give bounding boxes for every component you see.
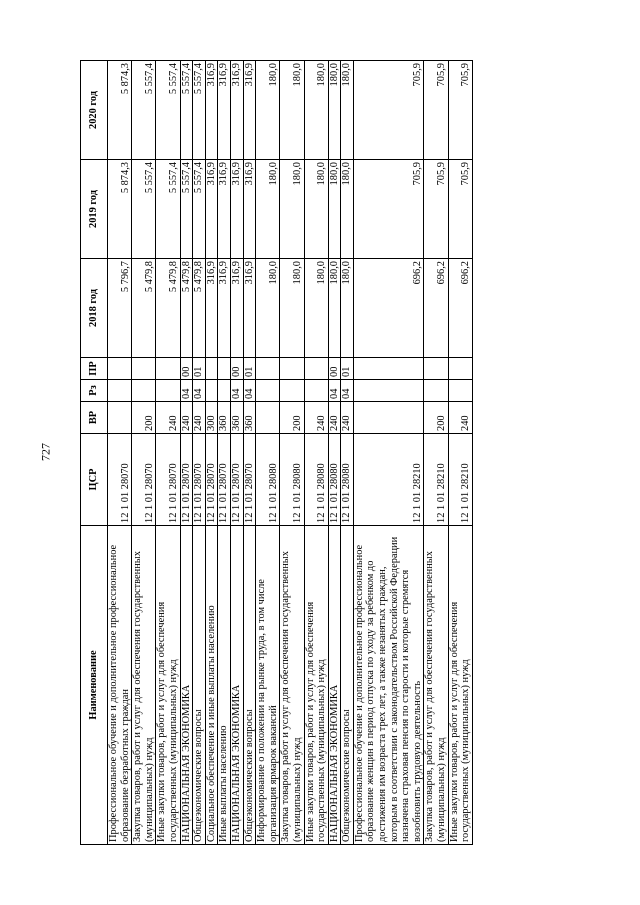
cell-rz: 04 xyxy=(341,380,354,402)
cell-2020: 316,9 xyxy=(205,61,218,160)
cell-2018: 696,2 xyxy=(424,259,448,358)
cell-pr: 01 xyxy=(243,358,256,380)
cell-csr: 12 1 01 28070 xyxy=(156,434,180,526)
cell-rz xyxy=(256,380,280,402)
cell-name: Иные выплаты населению xyxy=(218,526,231,845)
table-row xyxy=(328,61,341,845)
cell-rz xyxy=(353,380,424,402)
cell-csr: 12 1 01 28080 xyxy=(304,434,328,526)
cell-2020: 316,9 xyxy=(218,61,231,160)
cell-csr: 12 1 01 28070 xyxy=(205,434,218,526)
cell-2020: 316,9 xyxy=(230,61,243,160)
cell-2019: 5 874,3 xyxy=(108,160,132,259)
cell-2019: 316,9 xyxy=(205,160,218,259)
table-row xyxy=(218,61,231,845)
cell-2020: 5 557,4 xyxy=(132,61,156,160)
table-row xyxy=(280,61,304,845)
cell-2018: 5 479,8 xyxy=(193,259,206,358)
cell-name: Иные закупки товаров, работ и услуг для обеспечения государственных (муниципальных) нужд xyxy=(448,526,472,845)
cell-csr: 12 1 01 28070 xyxy=(108,434,132,526)
cell-2019: 180,0 xyxy=(304,160,328,259)
cell-rz xyxy=(205,380,218,402)
table-row xyxy=(193,61,206,845)
cell-csr: 12 1 01 28080 xyxy=(256,434,280,526)
cell-csr: 12 1 01 28080 xyxy=(328,434,341,526)
header-2019: 2019 год xyxy=(81,160,108,259)
cell-2020: 180,0 xyxy=(280,61,304,160)
cell-2019: 5 557,4 xyxy=(132,160,156,259)
cell-rz xyxy=(304,380,328,402)
header-rz: Рз xyxy=(81,380,108,402)
table-row xyxy=(180,61,193,845)
cell-pr xyxy=(132,358,156,380)
cell-vr: 240 xyxy=(180,402,193,434)
cell-name: Профессиональное обучение и дополнительное профессиональное образование женщин в период отпуска по уходу за ребенком до достижения им возраста трех лет, а также незанятых граждан, которым в соответствии с законодательством Российской Федерации назначена страховая пенсия по старости и которые стремятся возобновить трудовую деятельность xyxy=(353,526,424,845)
cell-pr: 01 xyxy=(193,358,206,380)
cell-2018: 5 479,8 xyxy=(156,259,180,358)
cell-vr: 360 xyxy=(243,402,256,434)
cell-name: Закупка товаров, работ и услуг для обеспечения государственных (муниципальных) нужд xyxy=(280,526,304,845)
cell-vr xyxy=(353,402,424,434)
cell-2020: 180,0 xyxy=(304,61,328,160)
cell-vr: 300 xyxy=(205,402,218,434)
table-row xyxy=(230,61,243,845)
cell-2020: 180,0 xyxy=(328,61,341,160)
cell-vr: 360 xyxy=(230,402,243,434)
table-row xyxy=(256,61,280,845)
cell-2018: 316,9 xyxy=(243,259,256,358)
cell-rz: 04 xyxy=(328,380,341,402)
cell-2019: 180,0 xyxy=(341,160,354,259)
cell-rz xyxy=(156,380,180,402)
cell-name: Общеэкономические вопросы xyxy=(193,526,206,845)
cell-2019: 316,9 xyxy=(243,160,256,259)
cell-2020: 705,9 xyxy=(353,61,424,160)
cell-2019: 5 557,4 xyxy=(156,160,180,259)
cell-2019: 316,9 xyxy=(230,160,243,259)
cell-2019: 180,0 xyxy=(280,160,304,259)
cell-csr: 12 1 01 28210 xyxy=(424,434,448,526)
cell-csr: 12 1 01 28080 xyxy=(280,434,304,526)
table-row xyxy=(353,61,424,845)
cell-rz: 04 xyxy=(193,380,206,402)
table-row xyxy=(424,61,448,845)
cell-rz xyxy=(218,380,231,402)
cell-rz xyxy=(424,380,448,402)
cell-csr: 12 1 01 28210 xyxy=(353,434,424,526)
cell-2018: 5 479,8 xyxy=(180,259,193,358)
cell-2020: 180,0 xyxy=(256,61,280,160)
cell-name: НАЦИОНАЛЬНАЯ ЭКОНОМИКА xyxy=(328,526,341,845)
cell-2018: 5 796,7 xyxy=(108,259,132,358)
cell-2018: 180,0 xyxy=(304,259,328,358)
cell-2019: 5 557,4 xyxy=(180,160,193,259)
cell-2018: 5 479,8 xyxy=(132,259,156,358)
cell-2018: 316,9 xyxy=(205,259,218,358)
cell-rz xyxy=(132,380,156,402)
cell-vr: 200 xyxy=(280,402,304,434)
cell-name: НАЦИОНАЛЬНАЯ ЭКОНОМИКА xyxy=(230,526,243,845)
cell-rz xyxy=(448,380,472,402)
cell-pr: 00 xyxy=(180,358,193,380)
cell-rz: 04 xyxy=(180,380,193,402)
cell-csr: 12 1 01 28070 xyxy=(180,434,193,526)
cell-csr: 12 1 01 28070 xyxy=(132,434,156,526)
cell-2018: 180,0 xyxy=(328,259,341,358)
header-pr: ПР xyxy=(81,358,108,380)
cell-2020: 5 557,4 xyxy=(156,61,180,160)
cell-vr: 240 xyxy=(193,402,206,434)
cell-2019: 705,9 xyxy=(353,160,424,259)
cell-pr: 01 xyxy=(341,358,354,380)
cell-vr: 360 xyxy=(218,402,231,434)
cell-2020: 5 557,4 xyxy=(193,61,206,160)
cell-vr xyxy=(108,402,132,434)
cell-2020: 180,0 xyxy=(341,61,354,160)
table-row xyxy=(108,61,132,845)
cell-name: Профессиональное обучение и дополнительное профессиональное образование безработных граждан xyxy=(108,526,132,845)
table-row xyxy=(341,61,354,845)
table-row xyxy=(243,61,256,845)
cell-csr: 12 1 01 28070 xyxy=(230,434,243,526)
cell-2019: 180,0 xyxy=(256,160,280,259)
table-row xyxy=(205,61,218,845)
cell-vr: 200 xyxy=(424,402,448,434)
rotated-budget-table-container xyxy=(80,61,564,845)
cell-name: Социальное обеспечение и иные выплаты населению xyxy=(205,526,218,845)
table-header-row xyxy=(81,61,108,845)
cell-vr: 240 xyxy=(156,402,180,434)
cell-pr xyxy=(205,358,218,380)
cell-vr: 200 xyxy=(132,402,156,434)
cell-2020: 316,9 xyxy=(243,61,256,160)
cell-pr xyxy=(304,358,328,380)
cell-2018: 696,2 xyxy=(448,259,472,358)
cell-2018: 180,0 xyxy=(280,259,304,358)
cell-pr xyxy=(424,358,448,380)
cell-name: НАЦИОНАЛЬНАЯ ЭКОНОМИКА xyxy=(180,526,193,845)
cell-vr: 240 xyxy=(328,402,341,434)
cell-pr xyxy=(353,358,424,380)
header-2020: 2020 год xyxy=(81,61,108,160)
cell-name: Закупка товаров, работ и услуг для обеспечения государственных (муниципальных) нужд xyxy=(424,526,448,845)
cell-vr: 240 xyxy=(341,402,354,434)
header-vr: ВР xyxy=(81,402,108,434)
cell-pr: 00 xyxy=(230,358,243,380)
cell-csr: 12 1 01 28070 xyxy=(243,434,256,526)
cell-vr: 240 xyxy=(304,402,328,434)
cell-pr xyxy=(280,358,304,380)
cell-pr xyxy=(218,358,231,380)
table-row xyxy=(304,61,328,845)
cell-rz: 04 xyxy=(243,380,256,402)
cell-2019: 180,0 xyxy=(328,160,341,259)
cell-2020: 5 557,4 xyxy=(180,61,193,160)
header-csr: ЦСР xyxy=(81,434,108,526)
cell-csr: 12 1 01 28070 xyxy=(193,434,206,526)
cell-csr: 12 1 01 28070 xyxy=(218,434,231,526)
page-number: 727 xyxy=(38,443,53,461)
cell-2019: 5 557,4 xyxy=(193,160,206,259)
table-body xyxy=(108,61,473,845)
cell-2019: 705,9 xyxy=(448,160,472,259)
table-row xyxy=(156,61,180,845)
cell-name: Общеэкономические вопросы xyxy=(341,526,354,845)
cell-csr: 12 1 01 28210 xyxy=(448,434,472,526)
cell-2019: 705,9 xyxy=(424,160,448,259)
cell-pr xyxy=(448,358,472,380)
table-row xyxy=(448,61,472,845)
table-row xyxy=(132,61,156,845)
cell-name: Общеэкономические вопросы xyxy=(243,526,256,845)
cell-2019: 316,9 xyxy=(218,160,231,259)
cell-name: Иные закупки товаров, работ и услуг для обеспечения государственных (муниципальных) нужд xyxy=(304,526,328,845)
cell-2020: 705,9 xyxy=(424,61,448,160)
cell-2018: 696,2 xyxy=(353,259,424,358)
cell-2018: 316,9 xyxy=(218,259,231,358)
cell-2018: 180,0 xyxy=(341,259,354,358)
cell-vr xyxy=(256,402,280,434)
cell-pr xyxy=(256,358,280,380)
cell-vr: 240 xyxy=(448,402,472,434)
cell-pr xyxy=(108,358,132,380)
cell-name: Закупка товаров, работ и услуг для обеспечения государственных (муниципальных) нужд xyxy=(132,526,156,845)
cell-rz xyxy=(108,380,132,402)
cell-rz xyxy=(280,380,304,402)
cell-name: Иные закупки товаров, работ и услуг для обеспечения государственных (муниципальных) нужд xyxy=(156,526,180,845)
budget-table xyxy=(80,60,473,845)
cell-rz: 04 xyxy=(230,380,243,402)
header-2018: 2018 год xyxy=(81,259,108,358)
cell-2018: 180,0 xyxy=(256,259,280,358)
cell-2020: 5 874,3 xyxy=(108,61,132,160)
cell-name: Информирование о положении на рынке труда, в том числе организация ярмарок вакансий xyxy=(256,526,280,845)
cell-2020: 705,9 xyxy=(448,61,472,160)
header-name: Наименование xyxy=(81,526,108,845)
cell-2018: 316,9 xyxy=(230,259,243,358)
cell-pr: 00 xyxy=(328,358,341,380)
cell-pr xyxy=(156,358,180,380)
cell-csr: 12 1 01 28080 xyxy=(341,434,354,526)
